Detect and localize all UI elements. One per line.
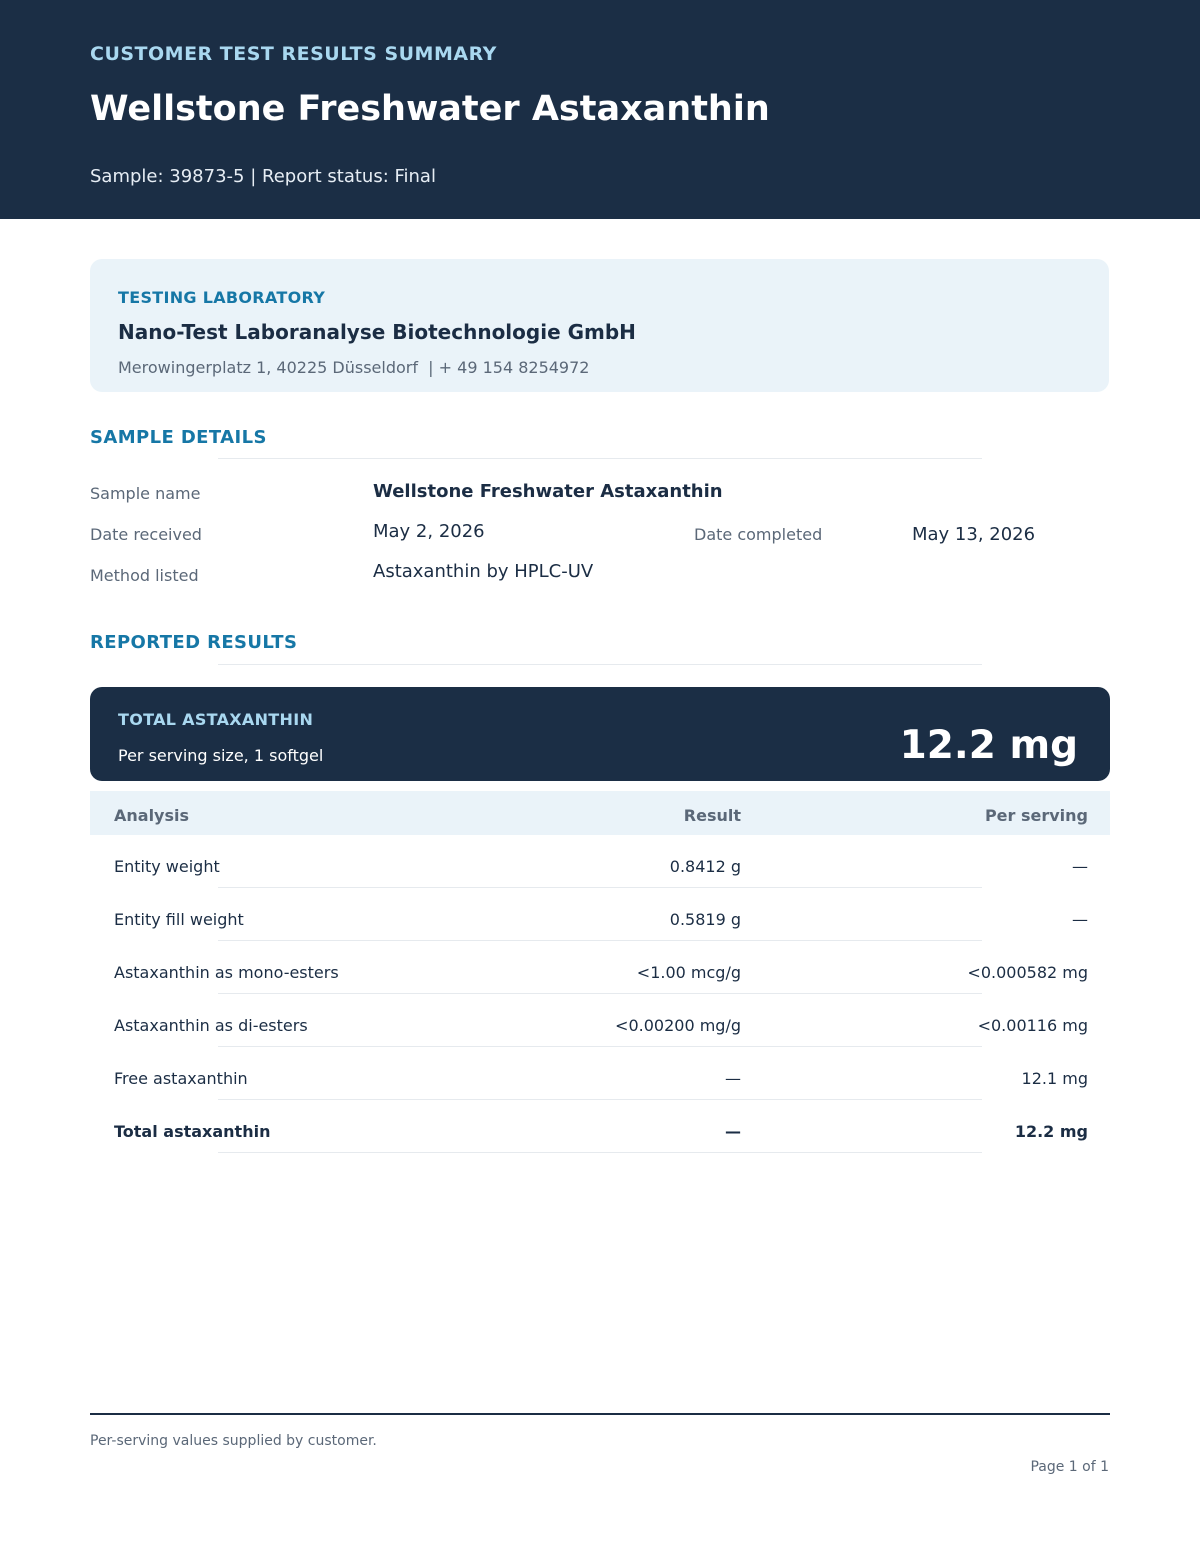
cell-per-serving: —: [1072, 910, 1088, 929]
reported-results-heading: REPORTED RESULTS: [90, 632, 298, 653]
cell-per-serving: —: [1072, 857, 1088, 876]
cell-result: <1.00 mcg/g: [636, 963, 741, 982]
page-number: Page 1 of 1: [1030, 1459, 1109, 1475]
lab-name: Nano-Test Laboranalyse Biotechnologie GmbH: [118, 320, 636, 344]
report-header: [0, 0, 1200, 219]
report-subtitle: Sample: 39873-5 | Report status: Final: [90, 166, 436, 187]
cell-analysis: Astaxanthin as di-esters: [114, 1016, 308, 1035]
cell-per-serving: 12.2 mg: [1014, 1122, 1088, 1141]
lab-label: TESTING LABORATORY: [118, 288, 326, 307]
table-row: [90, 835, 1110, 888]
date-completed-label: Date completed: [694, 525, 823, 544]
cell-per-serving: <0.00116 mg: [977, 1016, 1088, 1035]
table-row: [90, 994, 1110, 1047]
sample-name-label: Sample name: [90, 484, 201, 503]
banner-subtitle: Per serving size, 1 softgel: [118, 746, 324, 765]
cell-analysis: Entity weight: [114, 857, 220, 876]
cell-result: —: [725, 1069, 741, 1088]
report-title: Wellstone Freshwater Astaxanthin: [90, 89, 770, 129]
cell-result: —: [725, 1122, 741, 1141]
cell-result: 0.5819 g: [669, 910, 741, 929]
table-row: [90, 888, 1110, 941]
column-header-analysis: Analysis: [114, 806, 190, 825]
cell-analysis: Free astaxanthin: [114, 1069, 248, 1088]
column-header-result: Result: [683, 806, 741, 825]
column-header-per-serving: Per serving: [984, 806, 1088, 825]
cell-analysis: Astaxanthin as mono-esters: [114, 963, 339, 982]
cell-per-serving: <0.000582 mg: [967, 963, 1088, 982]
method-label: Method listed: [90, 566, 199, 585]
cell-analysis: Total astaxanthin: [114, 1122, 271, 1141]
date-received-value: May 2, 2026: [373, 521, 485, 542]
cell-per-serving: 12.1 mg: [1021, 1069, 1088, 1088]
row-divider: [218, 1152, 982, 1153]
date-received-label: Date received: [90, 525, 202, 544]
banner-label: TOTAL ASTAXANTHIN: [118, 710, 314, 729]
sample-details-divider: [218, 458, 982, 459]
footer-note: Per-serving values supplied by customer.: [90, 1433, 377, 1449]
sample-name-value: Wellstone Freshwater Astaxanthin: [373, 481, 723, 502]
lab-address: Merowingerplatz 1, 40225 Düsseldorf | + 49 154 8254972: [118, 358, 590, 377]
table-row: [90, 941, 1110, 994]
total-astaxanthin-banner: [90, 687, 1110, 781]
banner-value: 12.2 mg: [899, 723, 1078, 768]
cell-result: 0.8412 g: [669, 857, 741, 876]
footer-divider: [90, 1413, 1110, 1415]
report-eyebrow: CUSTOMER TEST RESULTS SUMMARY: [90, 43, 497, 65]
lab-card: [90, 259, 1109, 392]
method-value: Astaxanthin by HPLC-UV: [373, 561, 594, 582]
date-completed-value: May 13, 2026: [912, 524, 1036, 545]
cell-analysis: Entity fill weight: [114, 910, 244, 929]
reported-results-divider: [218, 664, 982, 665]
table-row-total: [90, 1100, 1110, 1153]
cell-result: <0.00200 mg/g: [615, 1016, 741, 1035]
sample-details-heading: SAMPLE DETAILS: [90, 427, 267, 448]
results-table-header: [90, 791, 1110, 835]
table-row: [90, 1047, 1110, 1100]
